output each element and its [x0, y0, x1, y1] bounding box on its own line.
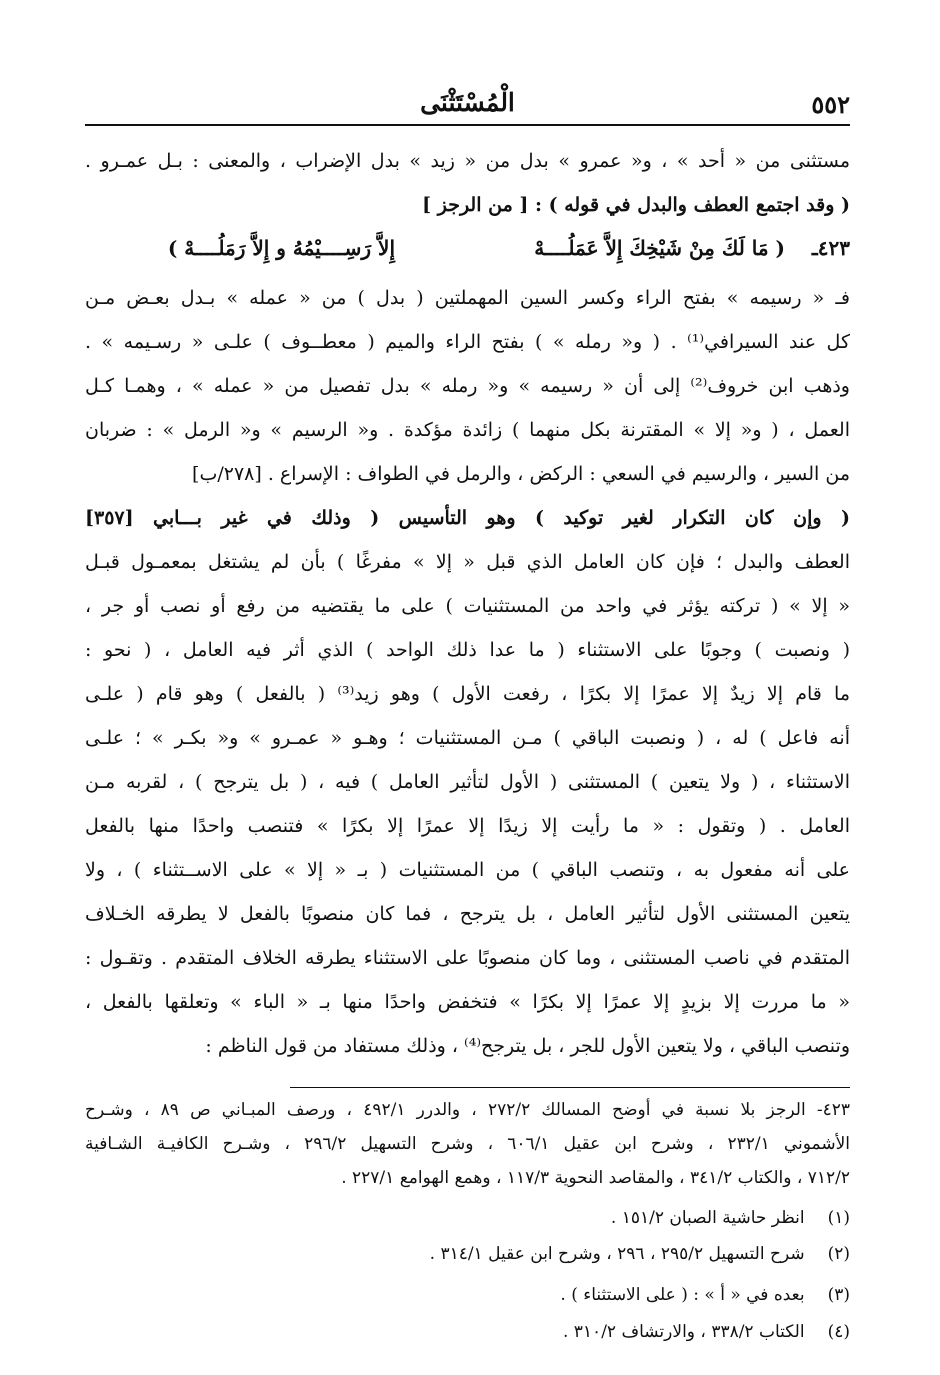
text-line: مستثنى من « أحد » ، و« عمرو » بدل من « زيد » بدل الإضراب ، والمعنى : بـل عمـرو .: [85, 150, 850, 172]
text-line: كل عند السيرافي⁽¹⁾ . ( و« رمله » ) بفتح الراء والميم ( معطــوف ) علـى « رسـيمه » .: [85, 331, 850, 353]
footnote-1: [611, 1208, 850, 1228]
text-line: أنه فاعل ) له ، ( ونصبت الباقي ) مـن المستثنيات ؛ وهـو « عمـرو » و« بكـر » ؛ علـى: [85, 727, 850, 749]
text-line: ( ونصبت ) وجوبًا على الاستثناء ( ما عدا ذلك الواحد ) الذي أثر فيه العامل ، ( نحو :: [85, 639, 850, 661]
page-header: [85, 88, 850, 124]
footnote-text: شرح التسهيل ٢٩٥/٢ ، ٢٩٦ ، وشرح ابن عقيل ٣١٤/١ .: [429, 1244, 805, 1264]
text-line: العمل ، ( و« إلا » المقترنة بكل منهما ) زائدة مؤكدة . و« الرسيم » و« الرمل » : ضربان: [85, 419, 850, 441]
footnote-line: ٤٢٣- الرجز بلا نسبة في أوضح المسالك ٢٧٢/٢ ، والدرر ٤٩٢/١ ، ورصف المبـاني ص ٨٩ ، وشـرح: [85, 1100, 850, 1120]
footnote-number: (٣): [827, 1285, 850, 1305]
footnote-number: (٤): [827, 1322, 850, 1342]
text-line: « ما مررت إلا بزيدٍ إلا عمرًا إلا بكرًا » فتخفض واحدًا منها بـ « الباء » وتعلقها بالفعل ،: [85, 991, 850, 1013]
footnote-rule: [290, 1087, 850, 1088]
footnote-text: انظر حاشية الصبان ١٥١/٢ .: [610, 1208, 805, 1228]
text-line: يتعين المستثنى الأول لتأثير العامل ، بل يترجح ، فما كان منصوبًا بالفعل لا يطرقه الخـلاف: [85, 903, 850, 925]
page-number: ٥٥٢: [811, 90, 850, 119]
verse-hemistich-2: إِلاَّ رَسِــــيْمُهُ و إِلاَّ رَمَلُــــهْ ): [167, 236, 395, 260]
footnote-number: (١): [827, 1208, 850, 1228]
text-line: ما قام إلا زيدٌ إلا عمرًا إلا بكرًا ، رفعت الأول ) وهو زيد⁽³⁾ ( بالفعل ) وهو قام ( علـى: [85, 683, 850, 705]
text-line: ( وقد اجتمع العطف والبدل في قوله ) : [ من الرجز ]: [422, 194, 850, 216]
text-line: وتنصب الباقي ، ولا يتعين الأول للجر ، بل يترجح⁽⁴⁾ ، وذلك مستفاد من قول الناظم :: [205, 1035, 850, 1057]
text-line: من السير ، والرسيم في السعي : الركض ، والرمل في الطواف : الإسراع . [٢٧٨/ب]: [192, 463, 850, 485]
footnote-3: [560, 1285, 850, 1305]
text-line: وذهب ابن خروف⁽²⁾ إلى أن « رسيمه » و« رمله » بدل تفصيل من « عمله » ، وهمـا كـل: [85, 375, 850, 397]
text-line: العامل . ( وتقول : « ما رأيت إلا زيدًا إلا عمرًا إلا بكرًا » فتنصب واحدًا منها بالفعل: [85, 815, 850, 837]
text-line: الاستثناء ، ( ولا يتعين ) المستثنى ( الأول لتأثير العامل ) فيه ، ( بل يترجح ) ، لقربه مـن: [85, 771, 850, 793]
text-line: « إلا » ( تركته يؤثر في واحد من المستثنيات ) على ما يقتضيه من رفع أو نصب أو جر ،: [85, 595, 850, 617]
footnote-number: (٢): [827, 1244, 850, 1264]
text-line: ( وإن كان التكرار لغير توكيد ) وهو التأسيس ( وذلك في غير بـــابي [٣٥٧]: [85, 507, 850, 529]
header-rule: [85, 124, 850, 126]
text-line: فـ « رسيمه » بفتح الراء وكسر السين المهملتين ( بدل ) من « عمله » بـدل بعـض مـن: [85, 287, 850, 309]
text-line: المتقدم في ناصب المستثنى ، وما كان منصوبًا على الاستثناء يطرقه الخلاف المتقدم . وتقـول :: [85, 947, 850, 969]
footnote-text: بعده في « أ » : ( على الاستثناء ) .: [560, 1285, 805, 1305]
footnote-text: الكتاب ٣٣٨/٢ ، والارتشاف ٣١٠/٢ .: [562, 1322, 805, 1342]
verse-hemistich-1: ( مَا لَكَ مِنْ شَيْخِكَ إِلاَّ عَمَلُــــهْ: [534, 236, 785, 260]
text-line: على أنه مفعول به ، وتنصب الباقي ) من المستثنيات ( بـ « إلا » على الاســتثناء ) ، ولا: [85, 859, 850, 881]
verse-number: ٤٢٣ـ: [811, 236, 850, 260]
running-title: الْمُسْتَثْنَى: [420, 88, 515, 117]
footnote-line: ٧١٢/٢ ، والكتاب ٣٤١/٢ ، والمقاصد النحوية ١١٧/٣ ، وهمع الهوامع ٢٢٧/١ .: [341, 1168, 850, 1188]
footnote-4: [563, 1322, 850, 1342]
footnote-2: [430, 1244, 850, 1264]
verse-423: [85, 236, 850, 268]
text-line: العطف والبدل ؛ فإن كان العامل الذي قبل « إلا » مفرغًا ) بأن لم يشتغل بمعمـول قبـل: [85, 551, 850, 573]
footnote-line: الأشموني ٢٣٢/١ ، وشرح ابن عقيل ٦٠٦/١ ، وشرح التسهيل ٢٩٦/٢ ، وشـرح الكافيـة الشـافية: [85, 1134, 850, 1154]
